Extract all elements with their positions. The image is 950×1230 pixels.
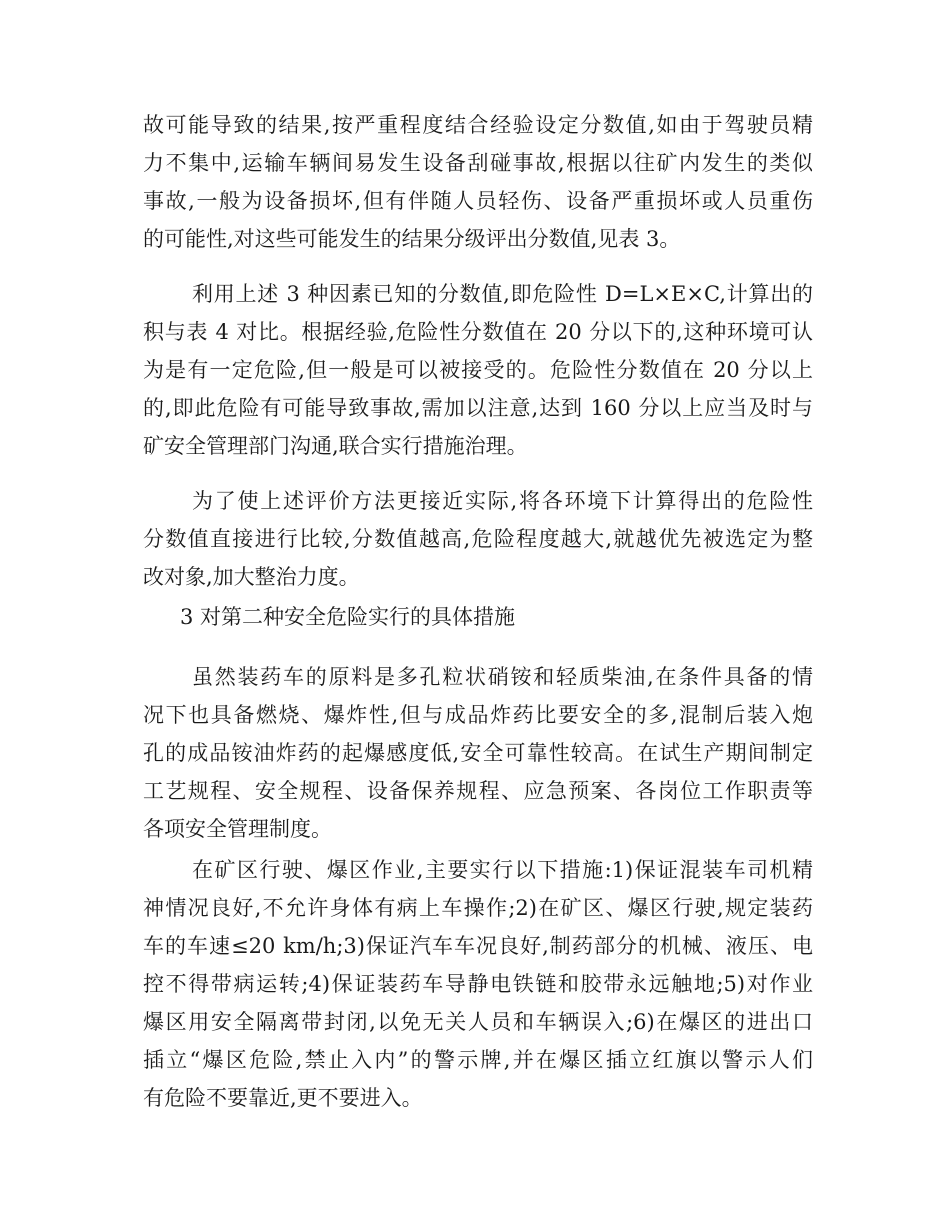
text-line: 故可能导致的结果,按严重程度结合经验设定分数值,如由于驾驶员精 bbox=[143, 113, 813, 137]
text-line: 虽然装药车的原料是多孔粒状硝铵和轻质柴油,在条件具备的情 bbox=[192, 665, 813, 689]
text-line: 为了使上述评价方法更接近实际,将各环境下计算得出的危险性 bbox=[192, 489, 813, 513]
text-line: 况下也具备燃烧、爆炸性,但与成品炸药比要安全的多,混制后装入炮 bbox=[143, 703, 813, 727]
text-line: 有危险不要靠近,更不要进入。 bbox=[143, 1086, 423, 1110]
text-line: 控不得带病运转;4)保证装药车导静电铁链和胶带永远触地;5)对作业 bbox=[143, 972, 813, 996]
text-line: 神情况良好,不允许身体有病上车操作;2)在矿区、爆区行驶,规定装药 bbox=[143, 896, 813, 920]
text-line: 车的车速≤20 km/h;3)保证汽车车况良好,制药部分的机械、液压、电 bbox=[143, 934, 813, 958]
text-line: 矿安全管理部门沟通,联合实行措施治理。 bbox=[143, 434, 528, 458]
text-line: 为是有一定危险,但一般是可以被接受的。危险性分数值在 20 分以上 bbox=[143, 358, 813, 382]
text-line: 分数值直接进行比较,分数值越高,危险程度越大,就越优先被选定为整 bbox=[143, 527, 813, 551]
text-line: 爆区用安全隔离带封闭,以免无关人员和车辆误入;6)在爆区的进出口 bbox=[143, 1010, 813, 1034]
text-line: 的,即此危险有可能导致事故,需加以注意,达到 160 分以上应当及时与 bbox=[143, 396, 813, 420]
text-line: 改对象,加大整治力度。 bbox=[143, 565, 360, 589]
text-line: 孔的成品铵油炸药的起爆感度低,安全可靠性较高。在试生产期间制定 bbox=[143, 741, 813, 765]
text-line: 利用上述 3 种因素已知的分数值,即危险性 D=L×E×C,计算出的 bbox=[192, 282, 813, 306]
text-line: 力不集中,运输车辆间易发生设备刮碰事故,根据以往矿内发生的类似 bbox=[143, 151, 813, 175]
text-line: 积与表 4 对比。根据经验,危险性分数值在 20 分以下的,这种环境可认 bbox=[143, 320, 813, 344]
text-line: 在矿区行驶、爆区作业,主要实行以下措施:1)保证混装车司机精 bbox=[192, 858, 813, 882]
text-line: 工艺规程、安全规程、设备保养规程、应急预案、各岗位工作职责等 bbox=[143, 779, 813, 803]
section-heading: 3 对第二种安全危险实行的具体措施 bbox=[180, 605, 516, 629]
text-line: 各项安全管理制度。 bbox=[143, 817, 332, 841]
text-line: 插立“爆区危险,禁止入内”的警示牌,并在爆区插立红旗以警示人们 bbox=[143, 1048, 813, 1072]
text-line: 事故,一般为设备损坏,但有伴随人员轻伤、设备严重损坏或人员重伤 bbox=[143, 189, 813, 213]
text-line: 的可能性,对这些可能发生的结果分级评出分数值,见表 3。 bbox=[143, 227, 681, 251]
